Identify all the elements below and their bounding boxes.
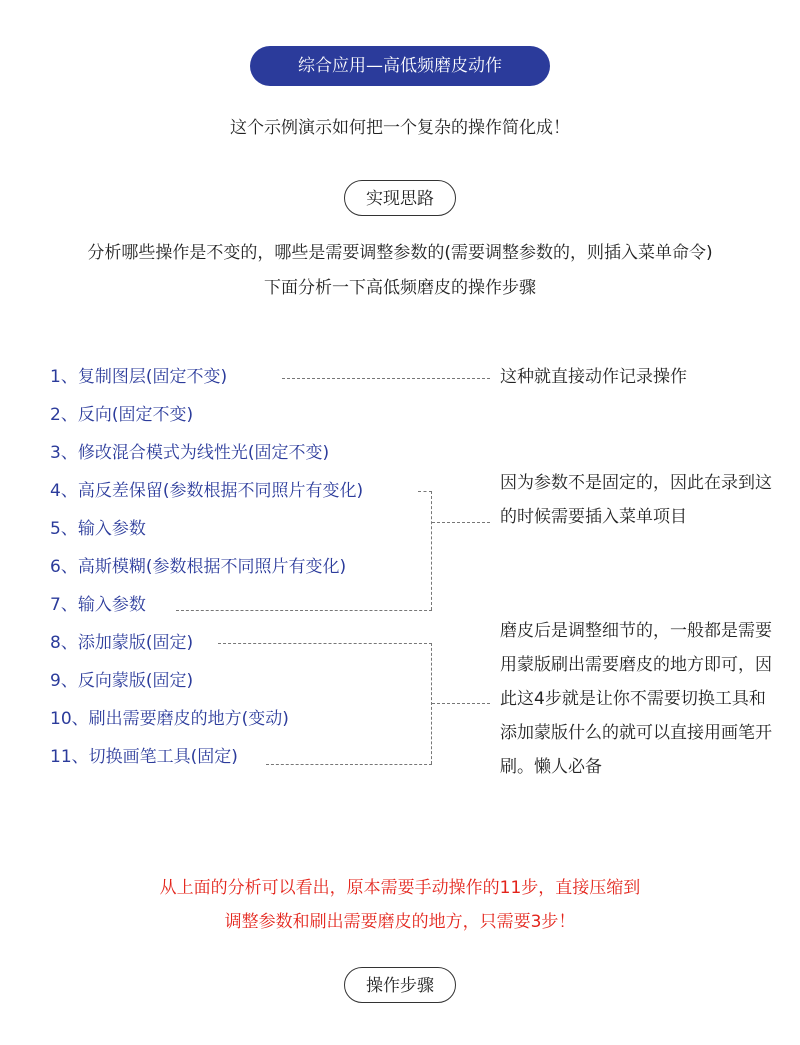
step-item: 5、输入参数 xyxy=(50,519,146,539)
conclusion-line-2: 调整参数和刷出需要磨皮的地方，只需要3步！ xyxy=(224,912,576,932)
conclusion-line-1: 从上面的分析可以看出，原本需要手动操作的11步，直接压缩到 xyxy=(159,878,641,898)
step-item: 11、切换画笔工具(固定) xyxy=(50,747,238,767)
connector-line xyxy=(282,378,490,379)
section-title-pill: 综合应用—高低频磨皮动作 xyxy=(250,46,550,86)
note-record-directly: 这种就直接动作记录操作 xyxy=(500,367,687,387)
step-item: 4、高反差保留(参数根据不同照片有变化) xyxy=(50,481,364,501)
analysis-line-1: 分析哪些操作是不变的，哪些是需要调整参数的(需要调整参数的，则插入菜单命令) xyxy=(87,243,713,263)
note-insert-menu-item: 因为参数不是固定的，因此在录到这的时候需要插入菜单项目 xyxy=(500,473,772,527)
bracket-top xyxy=(218,643,432,644)
section-label-steps: 操作步骤 xyxy=(344,967,456,1003)
step-item: 7、输入参数 xyxy=(50,595,146,615)
intro-text: 这个示例演示如何把一个复杂的操作简化成！ xyxy=(230,118,570,138)
bracket-connector xyxy=(432,522,490,523)
step-item: 9、反向蒙版(固定) xyxy=(50,671,194,691)
bracket-vertical xyxy=(431,491,432,610)
step-item: 8、添加蒙版(固定) xyxy=(50,633,194,653)
analysis-line-2: 下面分析一下高低频磨皮的操作步骤 xyxy=(264,278,536,298)
bracket-connector xyxy=(432,703,490,704)
step-item: 2、反向(固定不变) xyxy=(50,405,194,425)
step-item: 10、刷出需要磨皮的地方(变动) xyxy=(50,709,289,729)
step-item: 3、修改混合模式为线性光(固定不变) xyxy=(50,443,330,463)
bracket-bottom xyxy=(266,764,432,765)
step-item: 6、高斯模糊(参数根据不同照片有变化) xyxy=(50,557,347,577)
step-item: 1、复制图层(固定不变) xyxy=(50,367,228,387)
note-brush-detail: 磨皮后是调整细节的，一般都是需要用蒙版刷出需要磨皮的地方即可，因此这4步就是让你不需要切换工具和添加蒙版什么的就可以直接用画笔开刷。懒人必备 xyxy=(500,621,772,777)
section-label-approach: 实现思路 xyxy=(344,180,456,216)
bracket-top xyxy=(418,491,432,492)
bracket-bottom xyxy=(176,610,432,611)
